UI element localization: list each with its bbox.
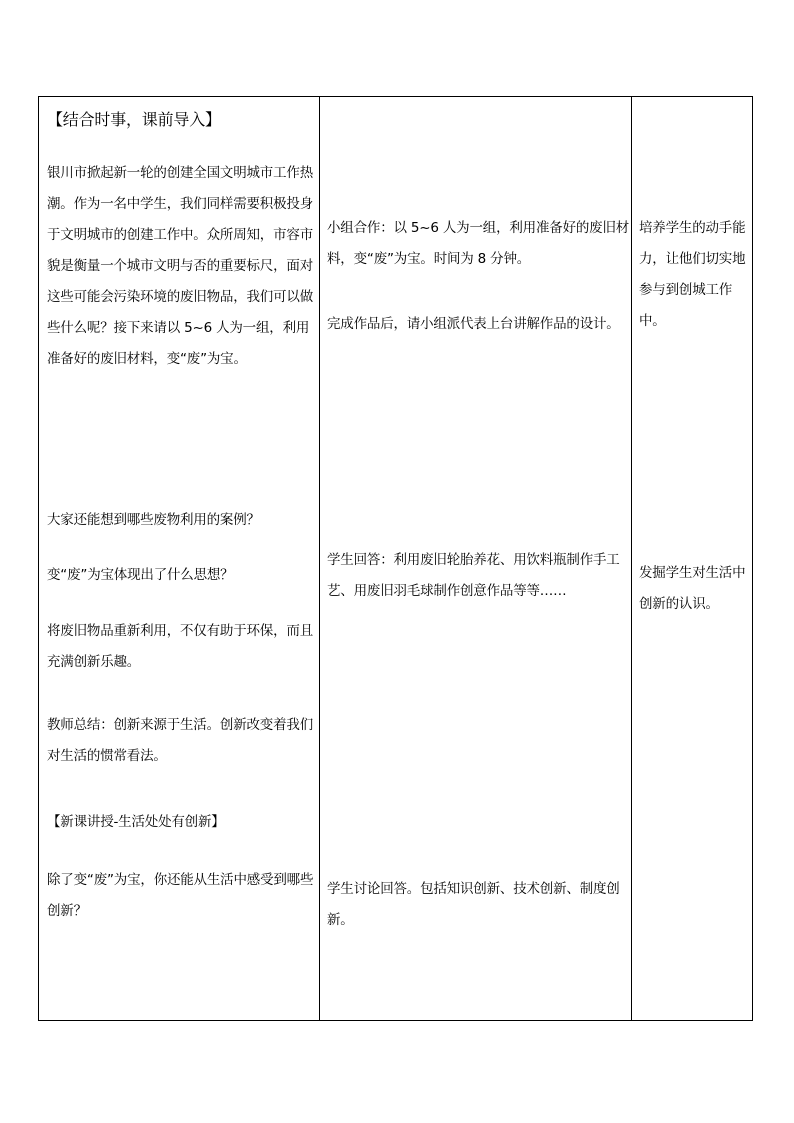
question-waste-reuse: 大家还能想到哪些废物利用的案例？	[47, 512, 260, 528]
question-thought: 变“废”为宝体现出了什么思想？	[47, 567, 234, 583]
present-instruction: 完成作品后，请小组派代表上台讲解作品的设计。	[327, 316, 620, 332]
student-reply-2: 学生讨论回答。包括知识创新、技术创新、制度创新。	[327, 881, 620, 928]
group-task: 小组合作：以 5~6 人为一组，利用准备好的废旧材料，变“废”为宝。时间为 8 分钟。	[327, 220, 630, 267]
student-reply-1: 学生回答：利用废旧轮胎养花、用饮料瓶制作手工艺、用废旧羽毛球制作创意作品等等……	[327, 552, 620, 599]
lesson-table	[38, 96, 753, 1021]
student-activity-column	[320, 97, 632, 1020]
design-intent-column	[632, 97, 752, 1020]
question-life-innovation: 除了变“废”为宝，你还能从生活中感受到哪些创新？	[47, 872, 314, 919]
answer-paragraph: 将废旧物品重新利用，不仅有助于环保，而且充满创新乐趣。	[47, 623, 313, 670]
section-heading-new-lesson: 【新课讲授-生活处处有创新】	[47, 814, 225, 830]
teacher-summary: 教师总结：创新来源于生活。创新改变着我们对生活的惯常看法。	[47, 717, 313, 764]
design-aim-2: 发掘学生对生活中创新的认识。	[639, 565, 746, 612]
teacher-activity-column	[39, 97, 320, 1020]
intro-paragraph: 银川市掀起新一轮的创建全国文明城市工作热潮。作为一名中学生，我们同样需要积极投身于文明城市的创建工作中。众所周知，市容市貌是衡量一个城市文明与否的重要标尺，面对这些可能会污染环境的废旧物品，我们可以做些什么呢？接下来请以 5~6 人为一组，利用准备好的废旧材料，变“废”为宝。	[47, 165, 313, 367]
design-aim-1: 培养学生的动手能力，让他们切实地参与到创城工作中。	[639, 220, 746, 329]
section-heading-intro: 【结合时事，课前导入】	[47, 110, 221, 129]
